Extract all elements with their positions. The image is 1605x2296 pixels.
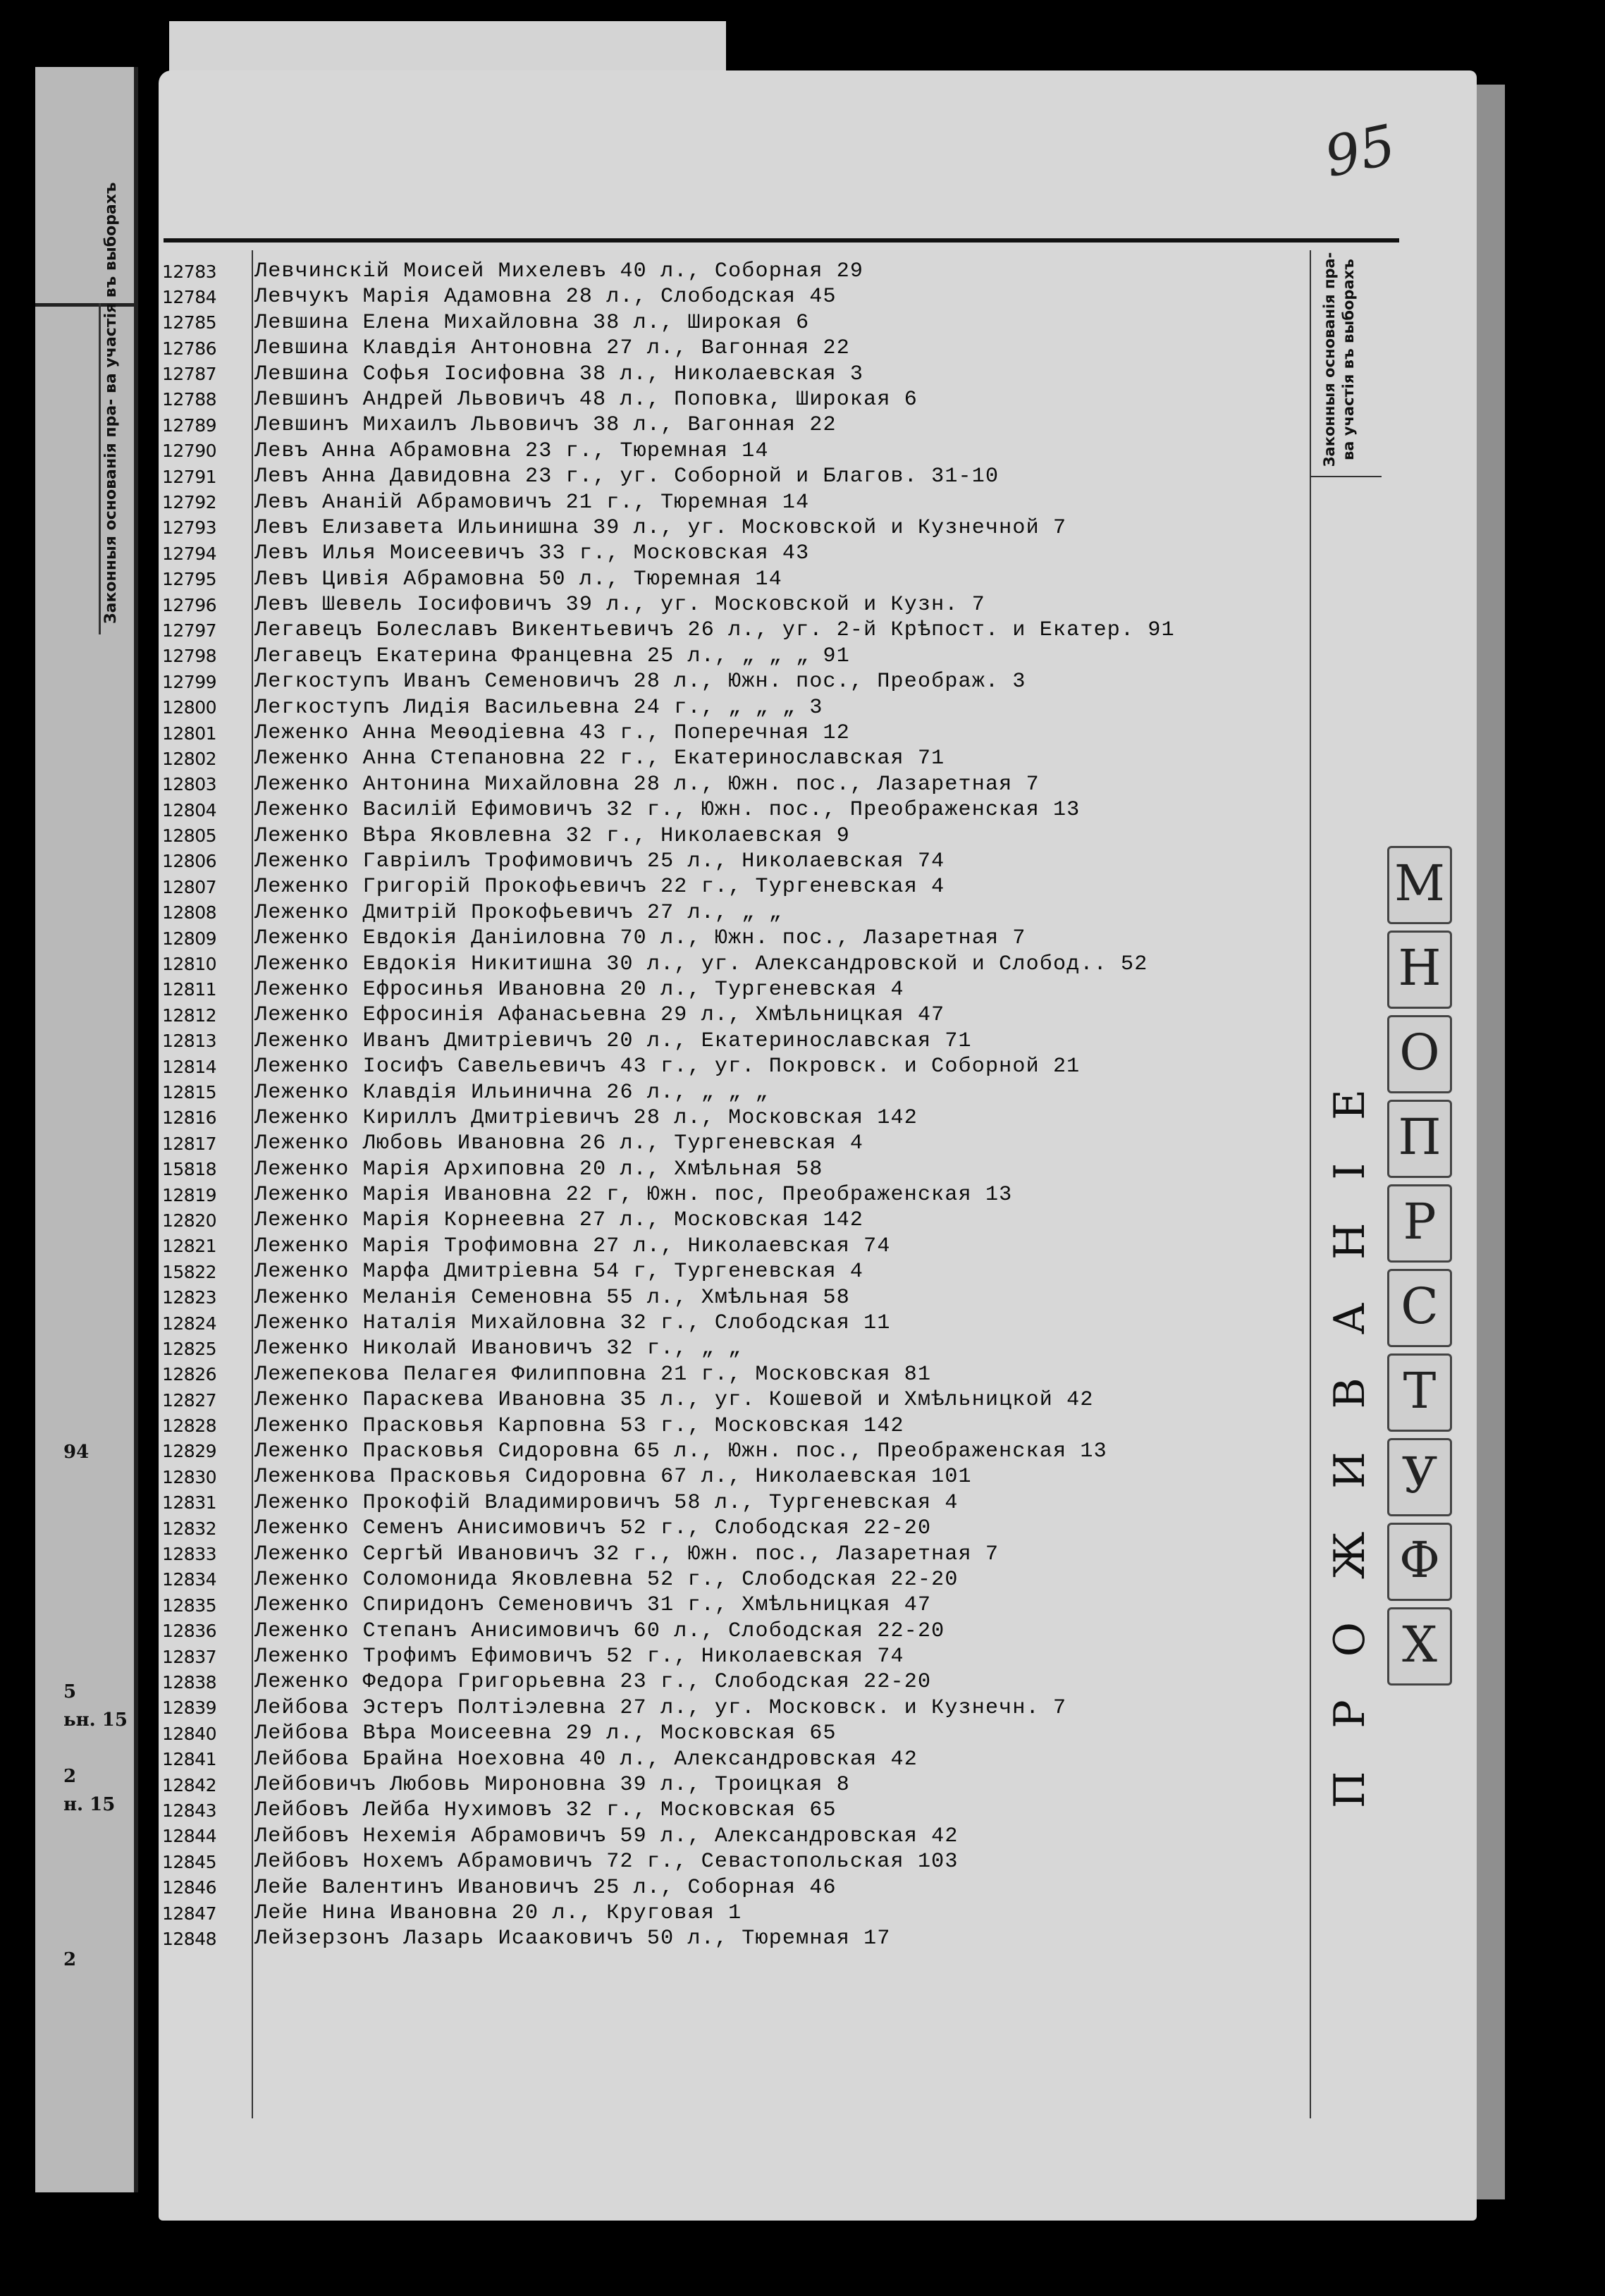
- entry-text: Леженко Параскева Ивановна 35 л., уг. Кошевой и Хмѣльницкой 42: [254, 1388, 1094, 1413]
- left-page-fragment: 2: [63, 1766, 77, 1787]
- list-item: [162, 1208, 1318, 1234]
- left-page-fragment: 94: [63, 1442, 90, 1463]
- entry-number: 12783: [162, 261, 217, 282]
- entry-text: Леженко Сергѣй Ивановичъ 32 г., Южн. пос., Лазаретная 7: [254, 1542, 1000, 1566]
- entry-text: Леженко Марія Архиповна 20 л., Хмѣльная 58: [254, 1157, 823, 1181]
- entry-number: 12833: [162, 1544, 217, 1565]
- entry-number: 12790: [162, 441, 217, 462]
- list-item: [162, 1055, 1318, 1080]
- entry-text: Леженко Николай Ивановичъ 32 г., „ „: [254, 1337, 742, 1361]
- header-rule: [164, 238, 1399, 243]
- entry-number: 12810: [162, 954, 217, 975]
- list-item: [162, 1798, 1318, 1824]
- entry-text: Леженко Прасковья Сидоровна 65 л., Южн. пос., Преображенская 13: [254, 1439, 1107, 1463]
- entry-text: Леженко Евдокія Даніиловна 70 л., Южн. пос., Лазаретная 7: [254, 926, 1026, 951]
- list-item: [162, 670, 1318, 695]
- column-header-vertical: [1320, 250, 1358, 469]
- entry-number: 12787: [162, 364, 217, 385]
- entry-number: 12786: [162, 338, 217, 359]
- entry-text: Левчинскій Моисей Михелевъ 40 л., Соборная 29: [254, 259, 864, 283]
- thumb-index: [1380, 846, 1472, 1699]
- entry-text: Лейбова Брайна Ноеховна 40 л., Александровская 42: [254, 1747, 918, 1772]
- list-item: [162, 1158, 1318, 1183]
- list-item: [162, 952, 1318, 978]
- list-item: [162, 465, 1318, 490]
- entry-number: 12824: [162, 1313, 217, 1334]
- thumb-index-tab[interactable]: Н: [1387, 931, 1452, 1009]
- entry-number: 12806: [162, 851, 217, 872]
- left-page-edge: [35, 67, 138, 2192]
- entry-number: 12839: [162, 1698, 217, 1719]
- list-item: [162, 1106, 1318, 1131]
- entry-text: Леженко Клавдія Ильинична 26 л., „ „ „: [254, 1080, 769, 1105]
- list-item: [162, 1337, 1318, 1362]
- list-item: [162, 1824, 1318, 1850]
- list-item: [162, 541, 1318, 567]
- list-item: [162, 362, 1318, 388]
- entry-number: 12834: [162, 1569, 217, 1590]
- list-item: [162, 1696, 1318, 1721]
- list-item: [162, 1234, 1318, 1260]
- list-item: [162, 849, 1318, 875]
- list-item: [162, 1850, 1318, 1875]
- entry-text: Левшина Елена Михайловна 38 л., Широкая 6: [254, 310, 810, 335]
- entry-number: 12812: [162, 1005, 217, 1026]
- list-item: [162, 1388, 1318, 1413]
- list-item: [162, 1311, 1318, 1337]
- entries-list: [162, 259, 1318, 1953]
- entry-text: Лежепекова Пелагея Филипповна 21 г., Московская 81: [254, 1362, 932, 1387]
- list-item: [162, 1439, 1318, 1465]
- list-item: [162, 1029, 1318, 1055]
- list-item: [162, 1363, 1318, 1388]
- entry-text: Левъ Анна Давидовна 23 г., уг. Соборной и Благов. 31-10: [254, 465, 1000, 489]
- entry-text: Леженко Ефросинія Афанасьевна 29 л., Хмѣльницкая 47: [254, 1003, 945, 1028]
- left-page-fragment: 5: [63, 1681, 77, 1702]
- entry-number: 12845: [162, 1851, 217, 1872]
- list-item: [162, 1183, 1318, 1208]
- entry-text: Леженко Семенъ Анисимовичъ 52 г., Слободская 22-20: [254, 1516, 932, 1541]
- list-item: [162, 901, 1318, 926]
- entry-text: Леженко Любовь Ивановна 26 л., Тургеневская 4: [254, 1131, 864, 1156]
- list-item: [162, 491, 1318, 516]
- entry-text: Легавецъ Болеславъ Викентьевичъ 26 л., уг. 2-й Крѣпост. и Екатер. 91: [254, 618, 1175, 643]
- entry-number: 12825: [162, 1338, 217, 1359]
- list-item: [162, 926, 1318, 952]
- list-item: [162, 644, 1318, 670]
- entry-number: 12795: [162, 569, 217, 590]
- entry-number: 12804: [162, 799, 217, 821]
- entry-number: 12841: [162, 1749, 217, 1770]
- entry-number: 12791: [162, 466, 217, 487]
- entry-text: Леженко Соломонида Яковлевна 52 г., Слободская 22-20: [254, 1567, 959, 1592]
- entry-text: Легкоступъ Иванъ Семеновичъ 28 л., Южн. пос., Преображ. 3: [254, 670, 1026, 694]
- entry-number: 12842: [162, 1774, 217, 1795]
- entry-text: Леженко Вѣра Яковлевна 32 г., Николаевская 9: [254, 823, 850, 848]
- list-item: [162, 311, 1318, 336]
- list-item: [162, 388, 1318, 413]
- list-item: [162, 259, 1318, 285]
- list-item: [162, 1516, 1318, 1542]
- entry-text: Леженко Федора Григорьевна 23 г., Слободская 22-20: [254, 1670, 932, 1695]
- entry-number: 12832: [162, 1518, 217, 1539]
- entry-number: 12797: [162, 620, 217, 641]
- entry-number: 12808: [162, 902, 217, 923]
- entry-text: Леженко Марія Ивановна 22 г, Южн. пос, Преображенская 13: [254, 1183, 1013, 1208]
- entry-text: Лейзерзонъ Лазарь Исааковичъ 50 л., Тюремная 17: [254, 1927, 891, 1951]
- entry-number: 12843: [162, 1800, 217, 1821]
- entry-text: Леженко Анна Степановна 22 г., Екатеринославская 71: [254, 747, 945, 771]
- entry-text: Лейбова Эстеръ Полтіэлевна 27 л., уг. Московск. и Кузнечн. 7: [254, 1695, 1067, 1720]
- thumb-index-tab[interactable]: У: [1387, 1438, 1452, 1516]
- column-header-line-1: Законныя основанія пра-: [1321, 252, 1338, 467]
- list-item: [162, 721, 1318, 747]
- entry-text: Леженко Прасковья Карповна 53 г., Московская 142: [254, 1413, 904, 1438]
- entry-text: Леженко Наталія Михайловна 32 г., Слободская 11: [254, 1311, 891, 1336]
- entry-text: Левъ Анна Абрамовна 23 г., Тюремная 14: [254, 438, 769, 463]
- entry-number: 12785: [162, 312, 217, 333]
- entry-number: 12814: [162, 1056, 217, 1077]
- left-page-vertical-header: Законныя основанія пра- ва участія въ выборахъ: [102, 182, 120, 624]
- list-item: [162, 1593, 1318, 1619]
- entry-number: 12848: [162, 1928, 217, 1949]
- entry-number: 12788: [162, 389, 217, 410]
- left-page-fragment: н. 15: [63, 1794, 116, 1815]
- entry-number: 12784: [162, 286, 217, 307]
- entry-text: Левъ Илья Моисеевичъ 33 г., Московская 43: [254, 541, 810, 566]
- entry-number: 12801: [162, 723, 217, 744]
- entry-number: 12831: [162, 1492, 217, 1514]
- entry-text: Леженко Иванъ Дмитріевичъ 20 л., Екатеринославская 71: [254, 1029, 972, 1053]
- list-item: [162, 1260, 1318, 1285]
- list-item: [162, 1619, 1318, 1645]
- list-item: [162, 1670, 1318, 1695]
- entry-text: Леженкова Прасковья Сидоровна 67 л., Николаевская 101: [254, 1465, 972, 1490]
- list-item: [162, 336, 1318, 362]
- list-item: [162, 978, 1318, 1003]
- entry-number: 12796: [162, 594, 217, 615]
- entry-text: Леженко Анна Меѳодіевна 43 г., Поперечная 12: [254, 721, 850, 746]
- list-item: [162, 1286, 1318, 1311]
- list-item: [162, 1876, 1318, 1901]
- entry-text: Левъ Ананій Абрамовичъ 21 г., Тюремная 14: [254, 490, 810, 515]
- entry-text: Левъ Цивія Абрамовна 50 л., Тюремная 14: [254, 567, 782, 591]
- entry-number: 12794: [162, 543, 217, 564]
- entry-text: Леженко Григорій Прокофьевичъ 22 г., Тургеневская 4: [254, 875, 945, 900]
- entry-text: Леженко Ефросинья Ивановна 20 л., Тургеневская 4: [254, 977, 904, 1002]
- entry-number: 12817: [162, 1133, 217, 1154]
- thumb-index-tab[interactable]: Ф: [1387, 1523, 1452, 1601]
- entry-number: 12827: [162, 1389, 217, 1411]
- entry-text: Леженко Марія Корнеевна 27 л., Московская 142: [254, 1208, 864, 1233]
- entry-number: 12838: [162, 1671, 217, 1693]
- entry-number: 12837: [162, 1646, 217, 1667]
- list-item: [162, 1491, 1318, 1516]
- entry-text: Левшина Клавдія Антоновна 27 л., Вагонная 22: [254, 336, 850, 361]
- entry-text: Леженко Дмитрій Прокофьевичъ 27 л., „ „: [254, 900, 782, 925]
- list-item: [162, 1721, 1318, 1747]
- entry-text: Леженко Антонина Михайловна 28 л., Южн. пос., Лазаретная 7: [254, 772, 1040, 797]
- page-number: 95: [1319, 113, 1401, 190]
- entry-text: Леженко Марфа Дмитріевна 54 г, Тургеневская 4: [254, 1260, 864, 1284]
- list-item: [162, 1645, 1318, 1670]
- entry-text: Леженко Гавріилъ Трофимовичъ 25 л., Николаевская 74: [254, 849, 945, 873]
- entry-number: 12820: [162, 1210, 217, 1231]
- list-item: [162, 1131, 1318, 1157]
- entry-text: Лейе Валентинъ Ивановичъ 25 л., Соборная 46: [254, 1875, 837, 1900]
- list-item: [162, 593, 1318, 618]
- list-item: [162, 773, 1318, 798]
- thumb-index-tab[interactable]: С: [1387, 1269, 1452, 1347]
- entry-number: 12789: [162, 415, 217, 436]
- list-item: [162, 1542, 1318, 1568]
- entry-number: 12798: [162, 646, 217, 667]
- entry-text: Леженко Прокофій Владимировичъ 58 л., Тургеневская 4: [254, 1490, 959, 1515]
- entry-number: 12802: [162, 748, 217, 769]
- thumb-index-tab[interactable]: М: [1387, 846, 1452, 924]
- entry-number: 12793: [162, 517, 217, 539]
- entry-text: Легкоступъ Лидія Васильевна 24 г., „ „ „ 3: [254, 695, 823, 720]
- entry-number: 12813: [162, 1031, 217, 1052]
- list-item: [162, 516, 1318, 541]
- entry-text: Леженко Трофимъ Ефимовичъ 52 г., Николаевская 74: [254, 1645, 904, 1669]
- entry-text: Левчукъ Марія Адамовна 28 л., Слободская 45: [254, 285, 837, 309]
- list-item: [162, 1414, 1318, 1439]
- entry-number: 12800: [162, 697, 217, 718]
- entry-number: 12805: [162, 825, 217, 847]
- entry-text: Лейбова Вѣра Моисеевна 29 л., Московская 65: [254, 1721, 837, 1746]
- entry-number: 12840: [162, 1723, 217, 1744]
- entry-number: 12847: [162, 1903, 217, 1924]
- entry-text: Лейбовъ Лейба Нухимовъ 32 г., Московская 65: [254, 1798, 837, 1823]
- list-item: [162, 1081, 1318, 1106]
- entry-text: Лейбовичъ Любовь Мироновна 39 л., Троицкая 8: [254, 1773, 850, 1798]
- list-item: [162, 1927, 1318, 1952]
- entry-text: Леженко Василій Ефимовичъ 32 г., Южн. пос., Преображенская 13: [254, 798, 1081, 823]
- list-item: [162, 798, 1318, 823]
- list-item: [162, 618, 1318, 644]
- entry-text: Левшина Софья Іосифовна 38 л., Николаевская 3: [254, 362, 864, 386]
- entry-number: 12816: [162, 1107, 217, 1129]
- entry-number: 12844: [162, 1826, 217, 1847]
- thumb-index-tab[interactable]: О: [1387, 1015, 1452, 1093]
- list-item: [162, 1003, 1318, 1029]
- entry-text: Леженко Степанъ Анисимовичъ 60 л., Слободская 22-20: [254, 1619, 945, 1643]
- thumb-index-tab[interactable]: Р: [1387, 1184, 1452, 1263]
- list-item: [162, 1773, 1318, 1798]
- thumb-index-tab[interactable]: Т: [1387, 1353, 1452, 1432]
- thumb-index-tab[interactable]: П: [1387, 1100, 1452, 1178]
- list-item: [162, 1465, 1318, 1490]
- entry-number: 12819: [162, 1184, 217, 1205]
- entry-text: Левшинъ Михаилъ Львовичъ 38 л., Вагонная 22: [254, 413, 837, 438]
- entry-number: 12846: [162, 1877, 217, 1898]
- entry-number: 12828: [162, 1416, 217, 1437]
- section-title-vertical: ПРОЖИВАНІЕ: [1325, 1046, 1375, 1808]
- entry-number: 12799: [162, 671, 217, 692]
- left-page-fragment: 2: [63, 1949, 77, 1970]
- list-item: [162, 824, 1318, 849]
- entry-number: 12826: [162, 1364, 217, 1385]
- entry-text: Левшинъ Андрей Львовичъ 48 л., Поповка, Широкая 6: [254, 387, 918, 412]
- entry-number: 12792: [162, 492, 217, 513]
- list-item: [162, 439, 1318, 465]
- entry-text: Леженко Спиридонъ Семеновичъ 31 г., Хмѣльницкая 47: [254, 1593, 932, 1618]
- entry-number: 12803: [162, 774, 217, 795]
- entry-number: 12807: [162, 876, 217, 897]
- entry-number: 12823: [162, 1287, 217, 1308]
- entry-text: Леженко Кириллъ Дмитріевичъ 28 л., Московская 142: [254, 1105, 918, 1130]
- left-page-fragment: ьн. 15: [63, 1709, 128, 1731]
- list-item: [162, 1568, 1318, 1593]
- column-header-line-2: ва участія въ выборахъ: [1340, 259, 1357, 460]
- entry-text: Легавецъ Екатерина Францевна 25 л., „ „ „ 91: [254, 644, 850, 668]
- entry-number: 12815: [162, 1082, 217, 1103]
- entry-text: Левъ Шевель Іосифовичъ 39 л., уг. Московской и Кузн. 7: [254, 593, 985, 618]
- entry-number: 12829: [162, 1441, 217, 1462]
- entry-text: Лейбовъ Нехемія Абрамовичъ 59 л., Александровская 42: [254, 1824, 959, 1848]
- list-item: [162, 567, 1318, 593]
- list-item: [162, 1901, 1318, 1927]
- entry-number: 12809: [162, 928, 217, 949]
- entry-number: 15822: [162, 1261, 217, 1282]
- list-item: [162, 696, 1318, 721]
- entry-number: 12830: [162, 1466, 217, 1487]
- entry-number: 12811: [162, 979, 217, 1000]
- entry-text: Леженко Марія Трофимовна 27 л., Николаевская 74: [254, 1234, 891, 1258]
- entry-number: 12835: [162, 1595, 217, 1616]
- thumb-index-tab[interactable]: Х: [1387, 1607, 1452, 1686]
- entry-text: Леженко Іосифъ Савельевичъ 43 г., уг. Покровск. и Соборной 21: [254, 1055, 1081, 1079]
- entry-number: 15818: [162, 1159, 217, 1180]
- entry-number: 12821: [162, 1236, 217, 1257]
- list-item: [162, 875, 1318, 900]
- entry-text: Лейе Нина Ивановна 20 л., Круговая 1: [254, 1901, 742, 1925]
- entry-text: Леженко Евдокія Никитишна 30 л., уг. Александровской и Слобод.. 52: [254, 952, 1148, 976]
- list-item: [162, 413, 1318, 438]
- list-item: [162, 1748, 1318, 1773]
- entry-number: 12836: [162, 1621, 217, 1642]
- entry-text: Лейбовъ Нохемъ Абрамовичъ 72 г., Севастопольская 103: [254, 1850, 959, 1874]
- entry-text: Левъ Елизавета Ильинишна 39 л., уг. Московской и Кузнечной 7: [254, 515, 1067, 540]
- list-item: [162, 747, 1318, 772]
- list-item: [162, 285, 1318, 310]
- entry-text: Леженко Меланія Семеновна 55 л., Хмѣльная 58: [254, 1285, 850, 1310]
